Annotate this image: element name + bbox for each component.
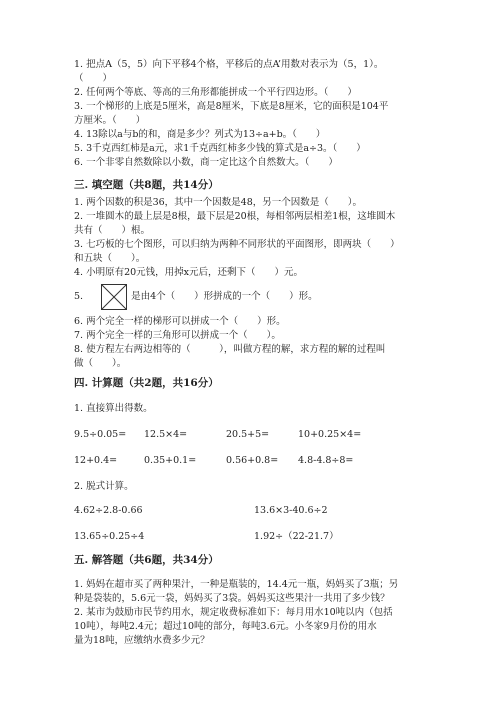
judge-line: 4. 13除以a与b的和，商是多少？列式为13÷a+b。（ ）: [74, 129, 326, 140]
calc-item: 12.5×4=: [144, 429, 188, 440]
calc-item: 12+0.4=: [74, 455, 118, 466]
question-text: 量为18吨，应缴纳水费多少元？: [74, 635, 210, 646]
direct-calc-grid: [74, 428, 454, 442]
direct-calc-grid: [74, 454, 454, 468]
question-text: 10吨），每吨2.4元；超过10吨的部分，每吨3.6元。小冬家9月份的用水: [74, 621, 377, 632]
question-text: 6. 两个完全一样的梯形可以拼成一个（ ）形。: [74, 316, 286, 327]
judge-line: 3. 一个梯形的上底是5厘米，高是8厘米，下底是8厘米，它的面积是104平: [74, 101, 389, 112]
square-diagonals-figure: [101, 284, 127, 310]
section-heading-word-problems: 五. 解答题（共6题，共34分）: [74, 554, 219, 566]
judge-questions: [74, 58, 434, 170]
word-problems: [74, 578, 434, 648]
question-text: 共有（ ）根。: [74, 225, 151, 236]
section-heading-calculation: 四. 计算题（共2题，共16分）: [74, 377, 219, 389]
calc-item: 4.8-4.8÷8=: [298, 455, 354, 466]
question-text: 7. 两个完全一样的三角形可以拼成一个（ ）。: [74, 330, 281, 341]
judge-line: 方厘米。（ ）: [74, 115, 146, 126]
question-text: 种是袋装的，5.6元一袋，妈妈买了3袋。妈妈买这些果汁一共用了多少钱？: [74, 593, 390, 604]
judge-line: （ ）: [74, 73, 113, 84]
question-5-row: [74, 282, 434, 312]
question-text: 和五块（ ）。: [74, 253, 146, 264]
calculation-questions: [74, 402, 454, 544]
question-text: 1. 两个因数的积是36，其中一个因数是48，另一个因数是（ ）。: [74, 197, 363, 208]
question-text: 1. 妈妈在超市买了两种果汁，一种是瓶装的，14.4元一瓶，妈妈买了3瓶；另: [74, 579, 399, 590]
judge-line: 1. 把点A（5，5）向下平移4个格，平移后的点A’用数对表示为（5，1）。: [74, 59, 384, 70]
question-text: 8. 使方程左右两边相等的（ ），叫做方程的解，求方程的解的过程叫: [74, 344, 386, 355]
calc-item: 13.6×3-40.6÷2: [254, 505, 328, 516]
question-number: 5.: [74, 291, 84, 302]
judge-line: 5. 3千克西红柿是a元，求1千克西红柿多少钱的算式是a÷3。（ ）: [74, 143, 366, 154]
step-calc-grid: [74, 504, 454, 518]
step-calc-grid: [74, 530, 454, 544]
question-text: 做（ ）。: [74, 358, 127, 369]
question-text: 2. 某市为鼓励市民节约用水，规定收费标准如下：每月用水10吨以内（包括: [74, 607, 393, 618]
calc-item: 0.56+0.8=: [226, 455, 279, 466]
section-heading-fill-blank: 三. 填空题（共8题，共14分）: [74, 179, 219, 191]
calc-item: 13.65÷0.25÷4: [74, 531, 145, 542]
question-text: 是由4个（ ）形拼成的一个（ ）形。: [131, 291, 318, 302]
question-text: 1. 直接算出得数。: [74, 403, 153, 414]
judge-line: 2. 任何两个等底、等高的三角形都能拼成一个平行四边形。（ ）: [74, 87, 357, 98]
question-text: 3. 七巧板的七个图形，可以归纳为两种不同形状的平面图形，即两块（ ）: [74, 239, 400, 250]
question-text: 2. 一堆圆木的最上层是8根，最下层是20根，每相邻两层相差1根，这堆圆木: [74, 211, 396, 222]
calc-item: 4.62÷2.8-0.66: [74, 505, 143, 516]
question-text: 4. 小明原有20元钱，用掉x元后，还剩下（ ）元。: [74, 267, 304, 278]
judge-line: 6. 一个非零自然数除以小数，商一定比这个自然数大。（ ）: [74, 157, 338, 168]
fill-blank-questions: [74, 196, 434, 371]
calc-item: 0.35+0.1=: [144, 455, 197, 466]
question-text: 2. 脱式计算。: [74, 481, 134, 492]
calc-item: 20.5+5=: [226, 429, 270, 440]
calc-item: 1.92÷（22-21.7）: [254, 531, 339, 542]
calc-item: 10+0.25×4=: [298, 429, 362, 440]
calc-item: 9.5÷0.05=: [74, 429, 127, 440]
